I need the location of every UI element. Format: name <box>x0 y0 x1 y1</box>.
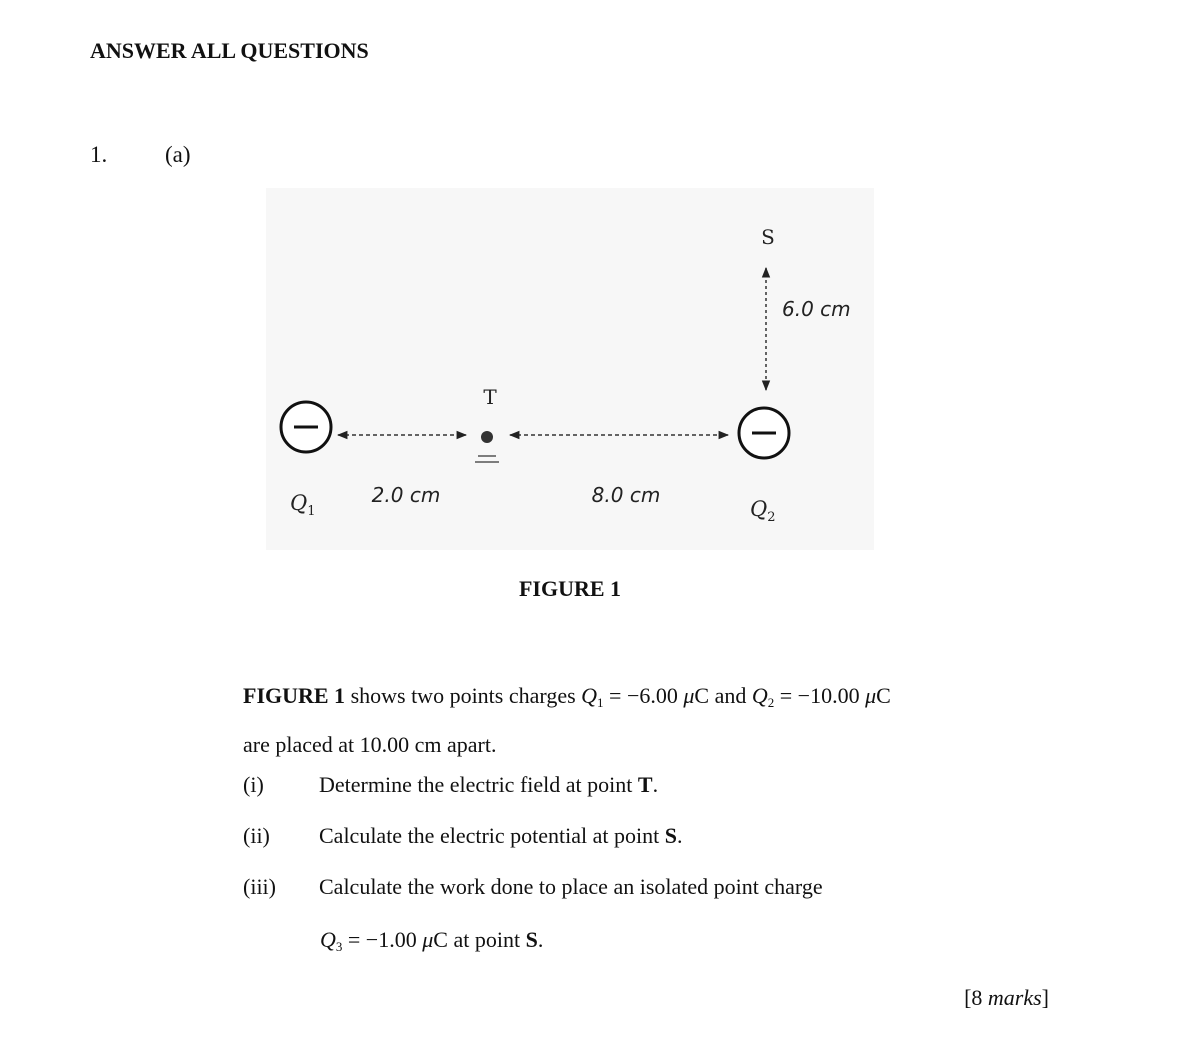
label-Q2: $Q_2$ <box>750 497 776 525</box>
subq-iii-text: Calculate the work done to place an isolated point charge <box>319 874 823 899</box>
figure-1-diagram <box>266 188 874 550</box>
subq-i-label: (i) <box>243 772 264 797</box>
point-T-dot <box>481 431 493 443</box>
subq-iii-label: (iii) <box>243 874 276 899</box>
figure-caption: FIGURE 1 <box>518 576 622 601</box>
distance-label-2cm: 2.0 cm <box>371 483 441 507</box>
question-part: (a) <box>165 142 191 167</box>
figure-background <box>266 188 874 550</box>
marks-allocation: [8 marks] <box>964 985 1049 1010</box>
subq-ii-text: Calculate the electric potential at point S. <box>319 823 683 848</box>
question-number: 1. <box>90 142 108 167</box>
distance-label-6cm: 6.0 cm <box>782 297 851 321</box>
distance-label-8cm: 8.0 cm <box>591 483 661 507</box>
intro-line-1: FIGURE 1 shows two points charges $Q_1 = -6.00$ μC and $Q_2 = -10.00$ μC <box>243 683 891 710</box>
label-T: T <box>483 385 497 409</box>
subq-i-text: Determine the electric field at point T. <box>319 772 659 797</box>
intro-paragraph <box>243 675 1063 766</box>
subq-ii-label: (ii) <box>243 823 270 848</box>
label-S: S <box>761 225 775 249</box>
label-Q1: $Q_1$ <box>290 491 316 519</box>
instructions-header: ANSWER ALL QUESTIONS <box>90 38 369 63</box>
subq-iii-charge-line: $Q_3 = -1.00$ μC at point S. <box>320 927 544 954</box>
intro-line-2: are placed at 10.00 cm apart. <box>243 732 497 757</box>
